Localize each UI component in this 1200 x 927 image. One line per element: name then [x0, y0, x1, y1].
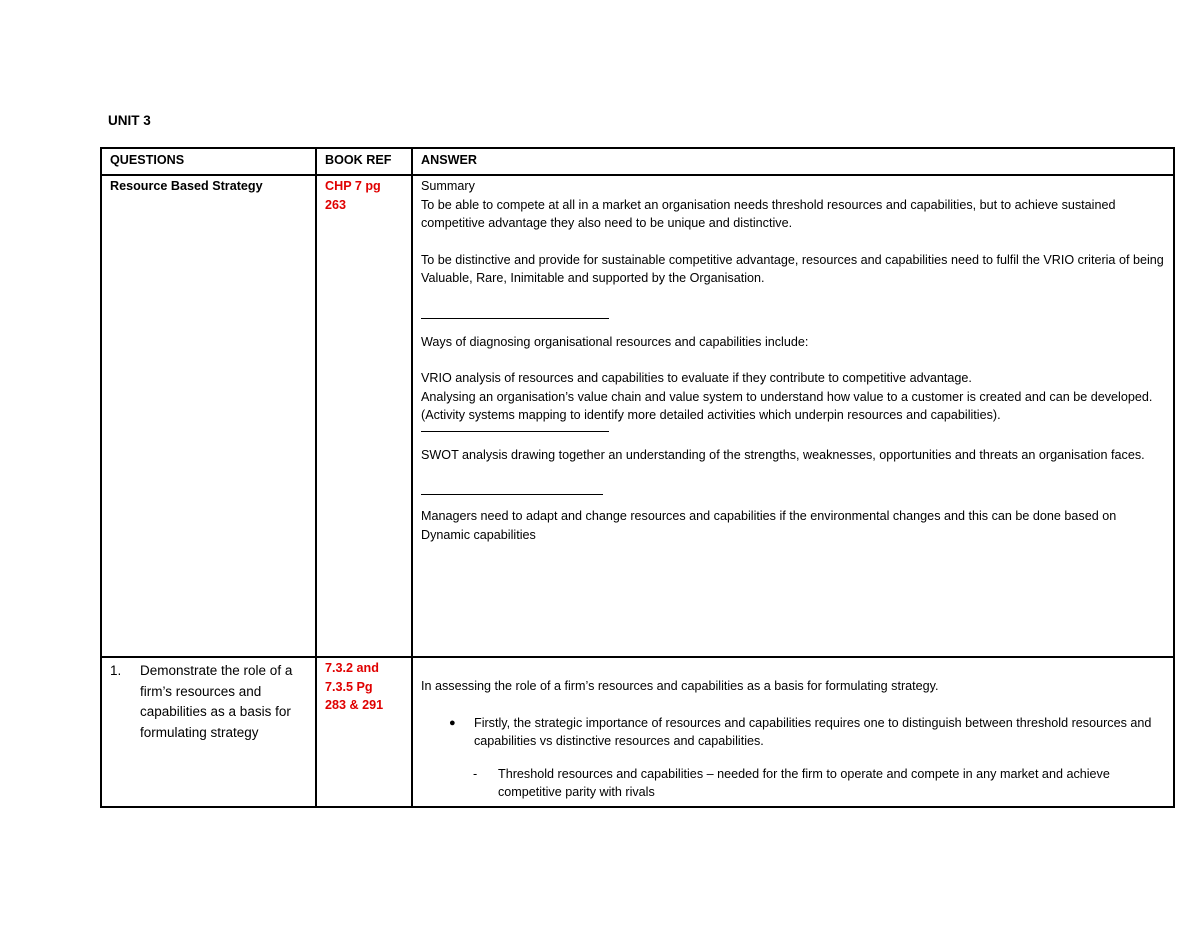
book-ref-cell: [316, 657, 412, 807]
unit-title: UNIT 3: [108, 113, 151, 128]
header-book-ref: BOOK REF: [316, 148, 412, 175]
answer-paragraph: VRIO analysis of resources and capabilities to evaluate if they contribute to competitive advantage.: [421, 371, 972, 385]
answer-cell: [412, 175, 1174, 657]
book-ref-cell: [316, 175, 412, 657]
table-row-question-1: [101, 657, 1174, 807]
dash-text: Threshold resources and capabilities – needed for the firm to operate and compete in any market and achieve competitive parity with rivals: [498, 766, 1110, 799]
answer-paragraph: To be able to compete at all in a market an organisation needs threshold resources and capabilities, but to achieve sustained competitive advantage they also need to be unique and distinctive.: [421, 197, 1116, 230]
book-ref-line: 263: [325, 197, 347, 212]
summary-label: Summary: [421, 179, 475, 193]
separator-line: [421, 484, 603, 495]
table-row-resource-based-strategy: [101, 175, 1174, 657]
bullet-item: [449, 714, 1167, 751]
question-text: Demonstrate the role of a firm’s resources and capabilities as a basis for formulating strategy: [140, 663, 293, 740]
separator-line: [421, 308, 609, 319]
answer-paragraph: In assessing the role of a firm’s resources and capabilities as a basis for formulating strategy.: [421, 679, 939, 693]
book-ref-line: CHP 7 pg: [325, 179, 381, 193]
bullet-icon: ●: [449, 716, 456, 729]
question-cell: [101, 657, 316, 807]
question-cell: [101, 175, 316, 657]
answer-cell: [412, 657, 1174, 807]
book-ref-line: 283 & 291: [325, 698, 384, 712]
answer-paragraph: Managers need to adapt and change resources and capabilities if the environmental changes and this can be done based on Dynamic capabilities: [421, 509, 1117, 542]
question-text: Resource Based Strategy: [110, 179, 263, 193]
book-ref-line: 7.3.5 Pg: [325, 679, 373, 694]
answer-paragraph: To be distinctive and provide for sustainable competitive advantage, resources and capabilities need to fulfil the VRIO criteria of being Valuable, Rare, Inimitable and supported by the Organisation.: [421, 252, 1164, 285]
book-ref-line: 7.3.2 and: [325, 661, 379, 675]
answer-paragraph: Analysing an organisation’s value chain and value system to understand how value to a customer is created and can be developed.: [421, 389, 1153, 404]
dash-item: [473, 765, 1167, 802]
question-number: 1.: [110, 663, 122, 678]
header-answer: ANSWER: [412, 148, 1174, 175]
unit-table: [100, 147, 1175, 808]
answer-paragraph: SWOT analysis drawing together an understanding of the strengths, weaknesses, opportunities and threats an organisation faces.: [421, 447, 1145, 462]
bullet-text: Firstly, the strategic importance of resources and capabilities requires one to distinguish between threshold resources and capabilities vs distinctive resources and capabilities.: [474, 715, 1152, 748]
header-questions: QUESTIONS: [101, 148, 316, 175]
header-row: [101, 148, 1174, 175]
dash-icon: -: [473, 766, 478, 781]
answer-paragraph: Ways of diagnosing organisational resources and capabilities include:: [421, 334, 809, 349]
answer-paragraph: (Activity systems mapping to identify more detailed activities which underpin resources and capabilities).: [421, 408, 1001, 422]
